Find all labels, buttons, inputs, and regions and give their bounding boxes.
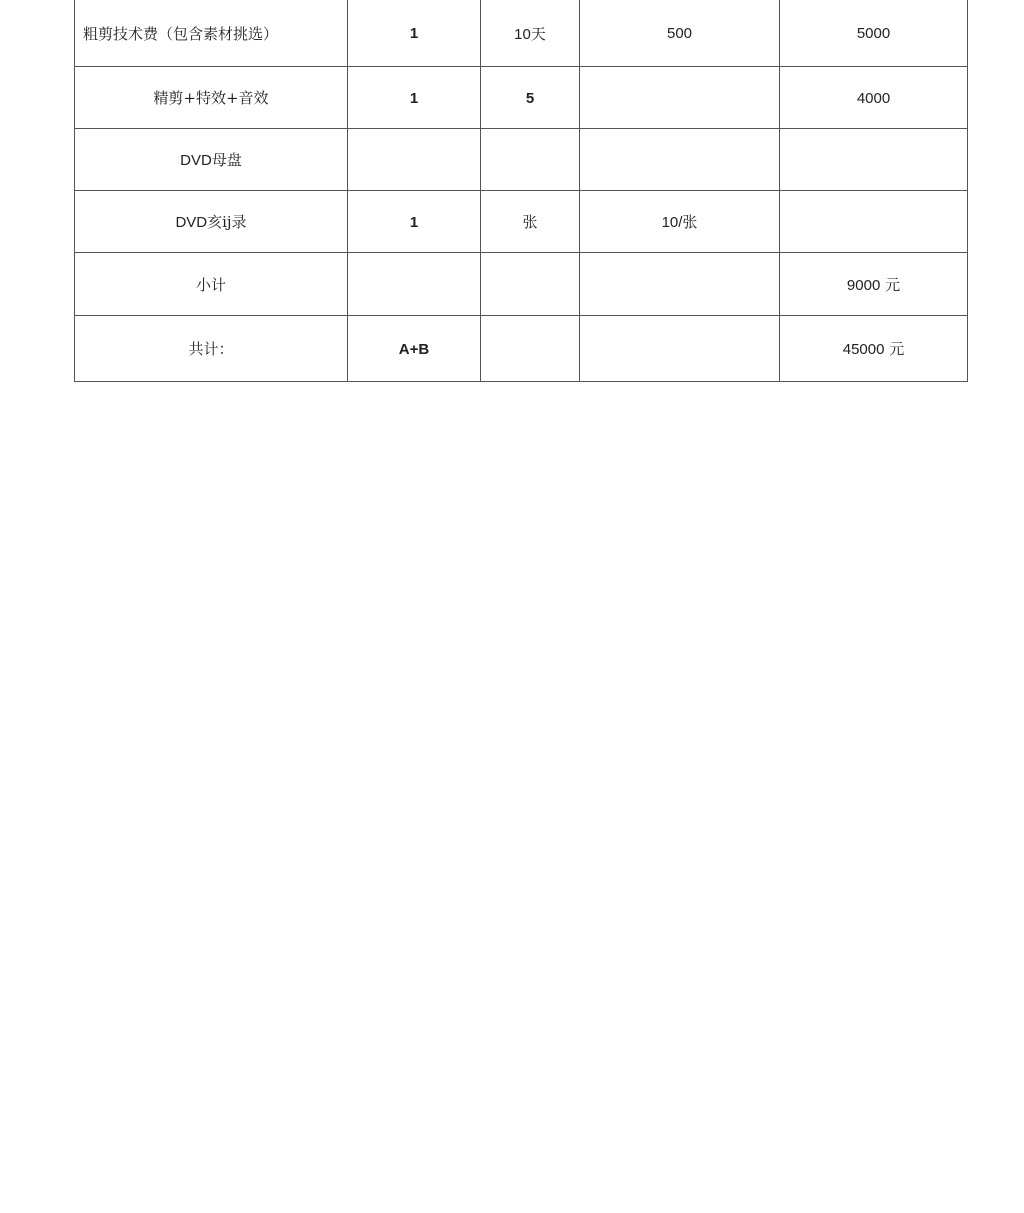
- price-cell: [580, 129, 780, 191]
- table-row: [75, 253, 968, 316]
- table-row: [75, 67, 968, 129]
- total-number: 9000: [846, 276, 881, 294]
- total-number: 4000: [856, 89, 891, 107]
- table-row: [75, 316, 968, 382]
- item-cell: [75, 191, 348, 253]
- unit-cell: [481, 0, 580, 67]
- qty-cell: [348, 129, 481, 191]
- qty-cell: [348, 191, 481, 253]
- table-row: [75, 0, 968, 67]
- price-cell: [580, 0, 780, 67]
- item-latin: DVD: [175, 214, 208, 231]
- item-label: 粗剪技术费（包含素材挑选）: [83, 24, 279, 43]
- unit-text: 张: [522, 213, 538, 231]
- qty-value: A+B: [398, 340, 430, 358]
- unit-cell: [481, 316, 580, 382]
- qty-value: 1: [409, 213, 419, 231]
- item-label: 小计: [195, 275, 226, 294]
- unit-number: 5: [525, 89, 535, 107]
- total-number: 5000: [856, 25, 891, 42]
- item-cell: [75, 67, 348, 129]
- item-cell: [75, 316, 348, 382]
- item-label: 精剪+特效+音效: [153, 89, 269, 107]
- qty-cell: [348, 316, 481, 382]
- price-cell: [580, 191, 780, 253]
- total-text: 元: [884, 340, 905, 358]
- item-cell: [75, 0, 348, 67]
- item-label: 亥ij录: [207, 213, 247, 231]
- cost-table: [74, 0, 968, 382]
- item-cell: [75, 129, 348, 191]
- total-cell: [780, 253, 968, 316]
- total-text: 元: [880, 275, 901, 294]
- price-cell: [580, 67, 780, 129]
- qty-value: 1: [409, 89, 419, 107]
- price-number: 500: [666, 25, 693, 42]
- item-label: 共计：: [188, 340, 234, 358]
- total-number: 45000: [842, 341, 885, 358]
- price-cell: [580, 316, 780, 382]
- price-number: 10/: [661, 214, 683, 231]
- price-text: 张: [682, 213, 698, 231]
- unit-cell: [481, 253, 580, 316]
- item-cell: [75, 253, 348, 316]
- total-cell: [780, 316, 968, 382]
- price-cell: [580, 253, 780, 316]
- table-row: [75, 129, 968, 191]
- unit-text: 天: [530, 24, 546, 43]
- unit-cell: [481, 129, 580, 191]
- item-label: 母盘: [211, 151, 242, 169]
- item-latin: DVD: [180, 152, 212, 169]
- qty-value: 1: [409, 25, 419, 42]
- unit-cell: [481, 191, 580, 253]
- unit-number: 10: [514, 25, 531, 43]
- qty-cell: [348, 67, 481, 129]
- total-cell: [780, 129, 968, 191]
- total-cell: [780, 67, 968, 129]
- total-cell: [780, 0, 968, 67]
- total-cell: [780, 191, 968, 253]
- qty-cell: [348, 253, 481, 316]
- unit-cell: [481, 67, 580, 129]
- qty-cell: [348, 0, 481, 67]
- table-row: [75, 191, 968, 253]
